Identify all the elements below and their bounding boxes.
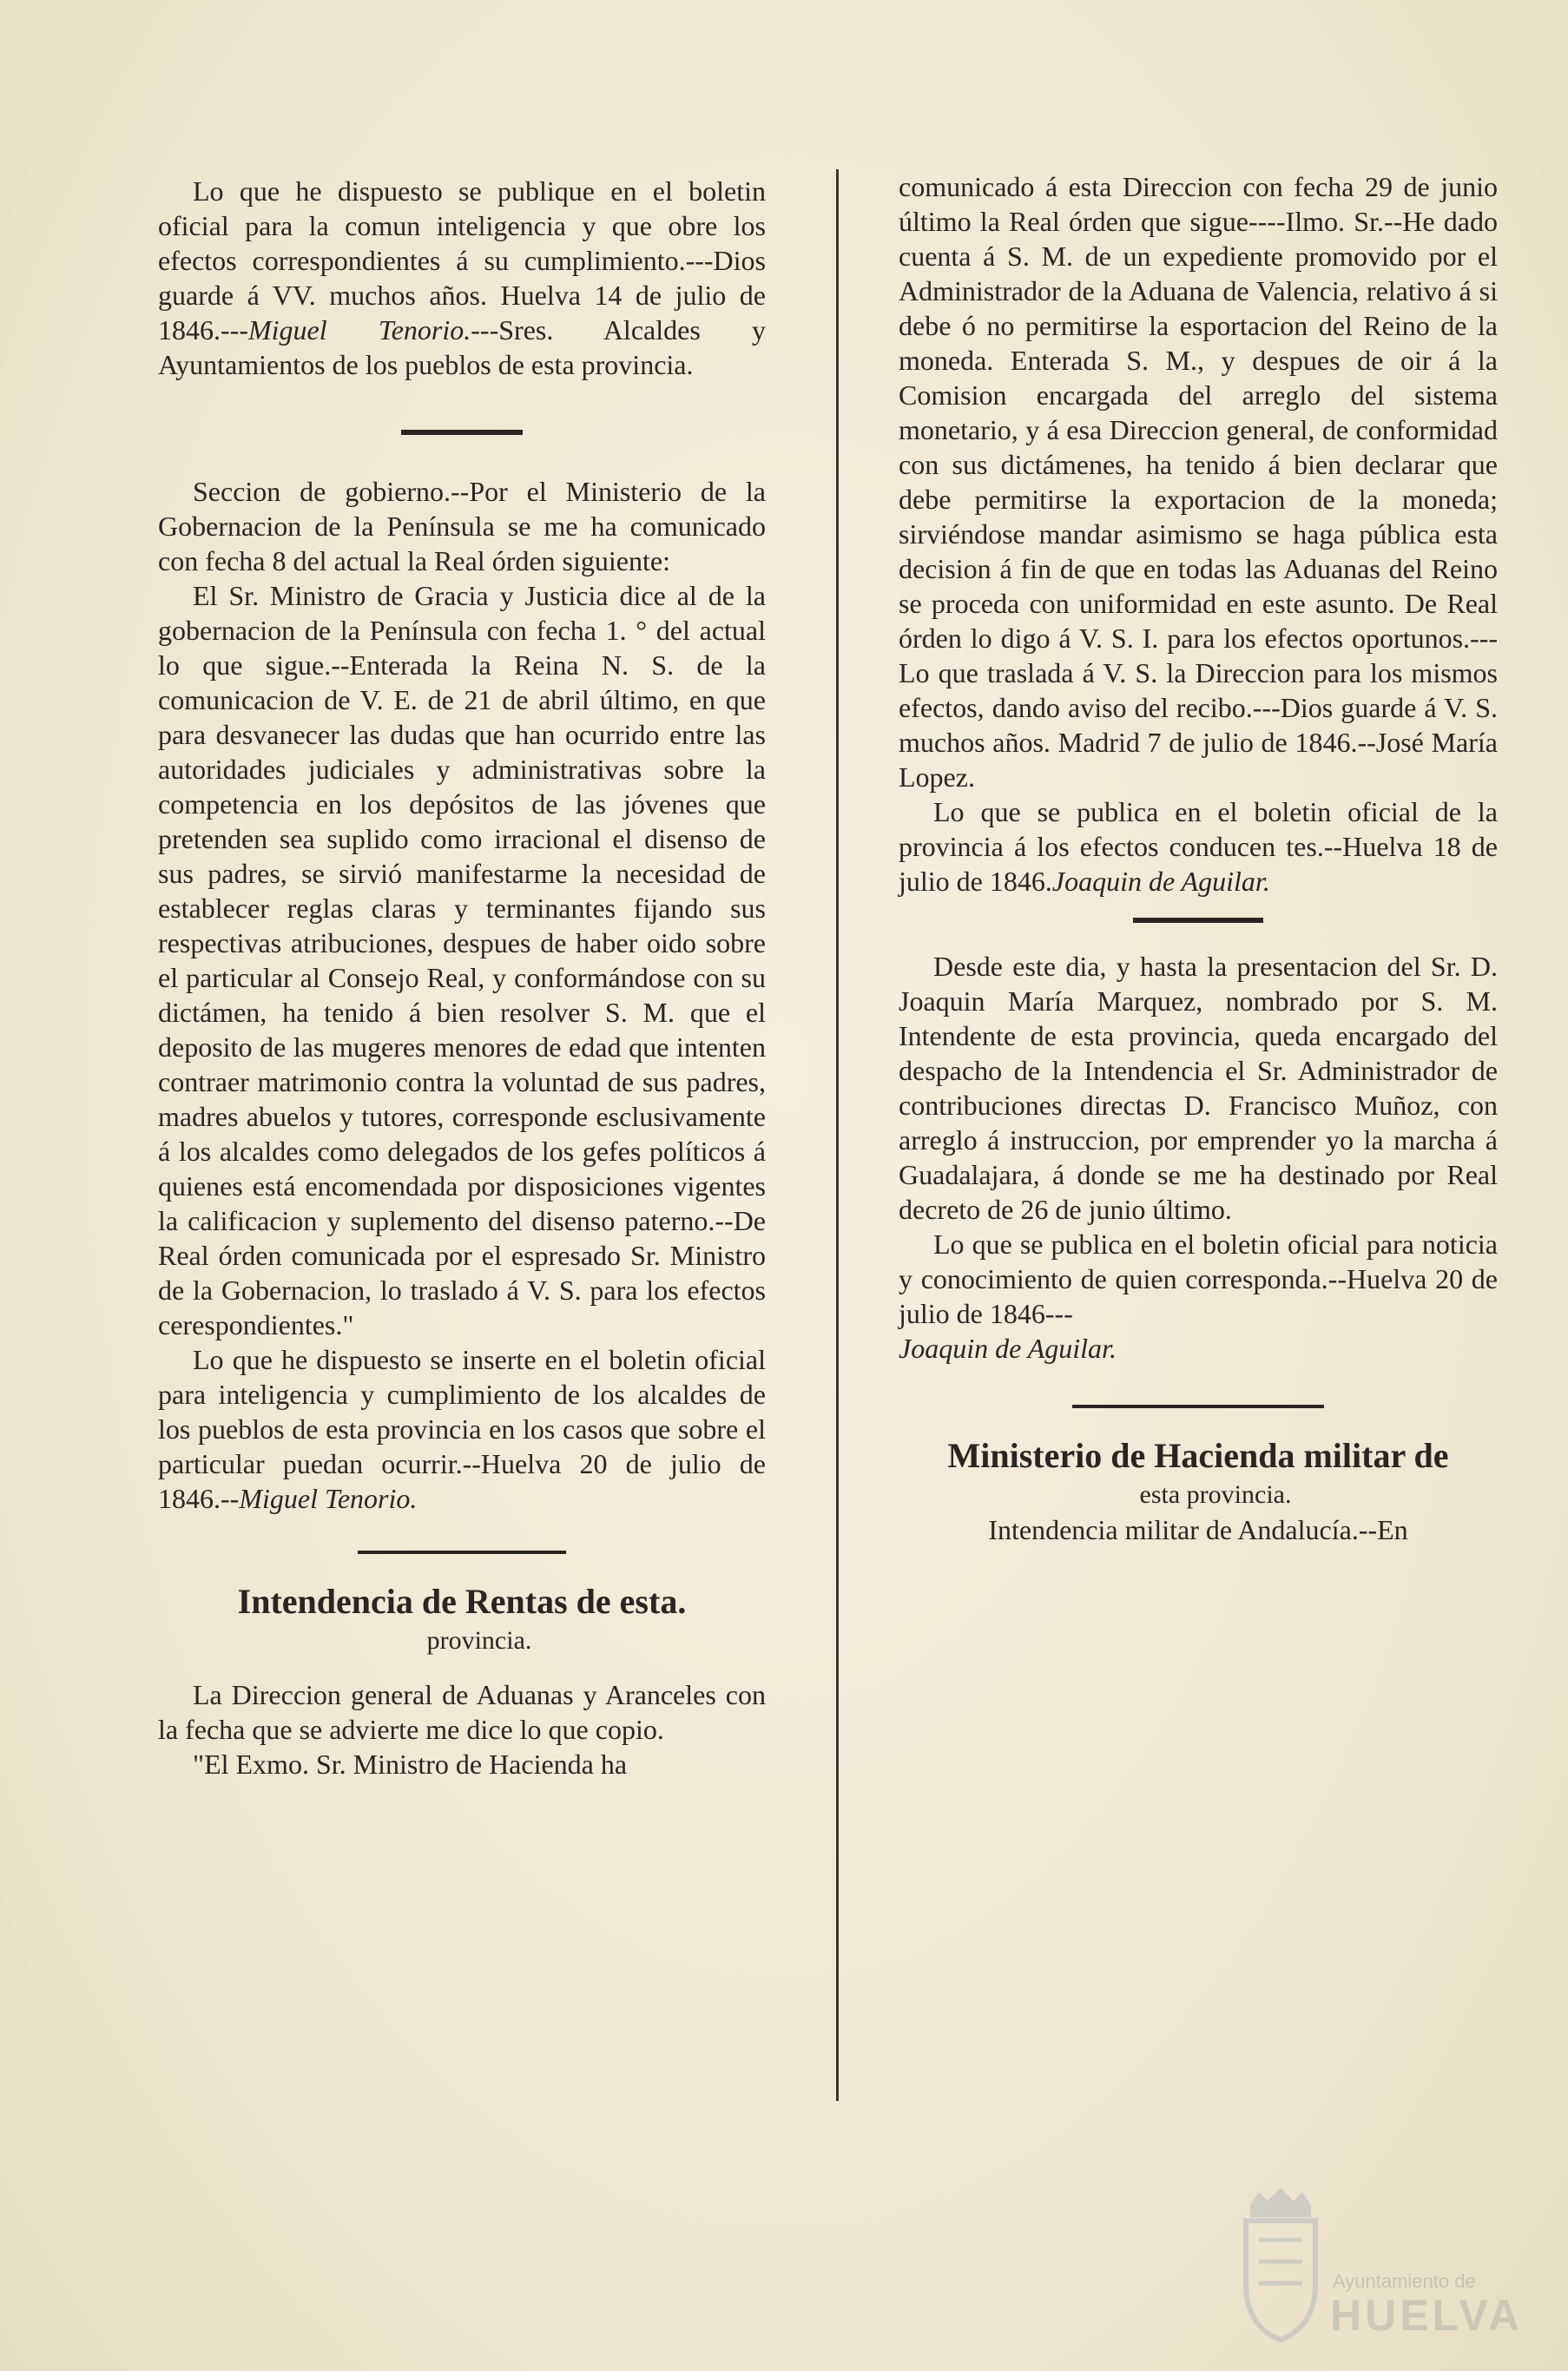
- closing-text: Lo que he dispuesto se publique en el boletin oficial para la comun inteligencia y que obre los efectos correspondientes á su cumplimiento.---Dios guarde á VV. muchos años. Huelva 14 de julio de 1846.---: [158, 175, 766, 346]
- coat-of-arms-icon: [1233, 2188, 1328, 2344]
- section-intro: Seccion de gobierno.--Por el Ministerio de la Gobernacion de la Península se me ha comunicado con fecha 8 del actual la Real órden siguiente:: [158, 476, 766, 576]
- section-heading: Ministerio de Hacienda militar de: [947, 1436, 1449, 1475]
- section-heading: Intendencia de Rentas de esta.: [237, 1582, 687, 1621]
- royal-order-text: El Sr. Ministro de Gracia y Justicia dice al de la gobernacion de la Península con fecha 1. ° del actual lo que sigue.--Enterada la Reina N. S. de la comunicacion de V. E. de 21 de abril último, en que para desvanecer las dudas que han ocurrido entre las autoridades judiciales y administrativas sobre la competencia en los depósitos de las jóvenes que pretenden sea suplido como irracional el disenso de sus padres, se sirvió manifestarme la necesidad de establecer reglas claras y terminantes fijando sus respectivas atribuciones, despues de haber oido sobre el particular al Consejo Real, y conformándose con su dictámen, ha tenido á bien resolver S. M. que el deposito de las mugeres menores de edad que intenten contraer matrimonio contra la voluntad de sus padres, madres abuelos y tutores, corresponde esclusivamente á los alcaldes como delegados de los gefes políticos á quienes está encomendada por disposiciones vigentes la calificacion y suplemento del disenso paterno.--De Real órden comunicada por el espresado Sr. Ministro de la Gobernacion, lo traslado á V. S. para los efectos cerespondientes.": [158, 580, 766, 1340]
- section-subheading: provincia.: [426, 1626, 532, 1655]
- intendant-notice: Desde este dia, y hasta la presentacion del Sr. D. Joaquin María Marquez, nombrado por S. M. Intendente de esta provincia, queda encargado del despacho de la Intendencia el Sr. Administrador de contribuciones directas D. Francisco Muñoz, con arreglo á instruccion, por emprender yo la marcha á Guadalajara, á donde se me ha destinado por Real decreto de 26 de junio último.: [899, 951, 1498, 1225]
- closing-paragraph: [158, 174, 766, 382]
- signature: Miguel Tenorio.: [247, 314, 471, 346]
- publication-text: Lo que se publica en el boletin oficial para noticia y conocimiento de quien corresponda.--Huelva 20 de julio de 1846---: [899, 1228, 1498, 1329]
- column-divider: [836, 169, 839, 2101]
- publication-text: Lo que se publica en el boletin oficial de la provincia á los efectos conducen tes.--Huelva 18 de julio de 1846.: [899, 796, 1498, 897]
- publication-note: [899, 794, 1498, 899]
- watermark-line-1: Ayuntamiento de: [1333, 2270, 1476, 2292]
- military-intendancy-start: Intendencia militar de Andalucía.--En: [988, 1514, 1408, 1545]
- publication-note: [158, 1342, 766, 1516]
- quote-start: "El Exmo. Sr. Ministro de Hacienda ha: [193, 1749, 628, 1780]
- signature: Miguel Tenorio.: [239, 1483, 418, 1514]
- closing-tail: ---Sres. Alcaldes y Ayuntamientos de los pueblos de esta provincia.: [158, 314, 767, 380]
- direccion-paragraph: La Direccion general de Aduanas y Aranceles con la fecha que se advierte me dice lo que copio.: [158, 1679, 766, 1745]
- right-column: [899, 0, 1498, 1547]
- section-subheading: esta provincia.: [1139, 1480, 1292, 1509]
- continued-order: comunicado á esta Direccion con fecha 29 de junio último la Real órden que sigue----Ilmo. Sr.--He dado cuenta á S. M. de un expediente promovido por el Administrador de la Aduana de Valencia, relativo á si debe ó no permitirse la esportacion del Reino de la moneda. Enterada S. M., y despues de oir á la Comision encargada del arreglo del sistema monetario, y á esa Direccion general, de conformidad con sus dictámenes, ha tenido á bien declarar que debe permitirse la exportacion de la moneda; sirviéndose mandar asimismo se haga pública esta decision á fin de que en todas las Aduanas del Reino se proceda con uniformidad en este asunto. De Real órden lo digo á V. S. I. para los efectos oportunos.---Lo que traslada á V. S. la Direccion para los mismos efectos, dando aviso del recibo.---Dios guarde á V. S. muchos años. Madrid 7 de julio de 1846.--José María Lopez.: [899, 171, 1498, 793]
- publication-note: [899, 1227, 1498, 1366]
- publication-text: Lo que he dispuesto se inserte en el boletin oficial para inteligencia y cumplimiento de los alcaldes de los pueblos de esta provincia en los casos que sobre el particular puedan ocurrir.--Huelva 20 de julio de 1846.--: [158, 1344, 766, 1514]
- signature: Joaquin de Aguilar.: [1051, 866, 1270, 897]
- watermark-line-2: HUELVA: [1330, 2291, 1524, 2340]
- signature: Joaquin de Aguilar.: [899, 1333, 1117, 1364]
- city-hall-watermark: [1233, 2188, 1524, 2344]
- left-column: [158, 0, 766, 1782]
